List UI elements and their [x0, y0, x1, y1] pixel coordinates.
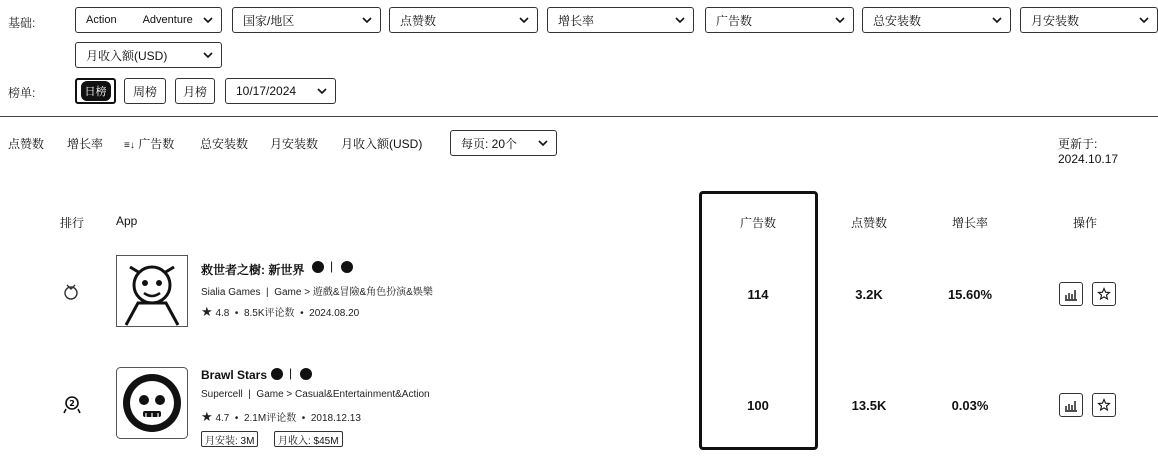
- daily-ranking-label: 日榜: [81, 81, 111, 101]
- favorite-button[interactable]: [1092, 282, 1116, 306]
- chevron-down-icon: [203, 50, 213, 60]
- chevron-down-icon: [1139, 15, 1149, 25]
- likes-value: 3.2K: [855, 287, 883, 302]
- chevron-down-icon: [675, 15, 685, 25]
- updated-date: 更新于: 2024.10.17: [1058, 137, 1119, 166]
- chevron-down-icon: [362, 15, 372, 25]
- monthly-revenue-select-label: 月收入额(USD): [86, 48, 168, 63]
- monthly-revenue-select[interactable]: [75, 42, 222, 68]
- separator: |: [330, 259, 334, 273]
- star-icon: ★: [201, 409, 213, 424]
- app-icon-brawl-stars[interactable]: [116, 367, 188, 439]
- app-developer-category: Sialia Games | Game > 遊戲&冒險&角色扮演&娛樂: [201, 287, 433, 298]
- app-release-date: 2024.08.20: [309, 308, 360, 319]
- app-category: Game > Casual&Entertainment&Action: [256, 389, 430, 400]
- monthly-ranking-label: 月榜: [182, 84, 207, 99]
- chevron-down-icon: [835, 15, 845, 25]
- chart-icon: [1064, 287, 1078, 301]
- divider: [0, 116, 1158, 117]
- google-play-icon: [312, 261, 324, 273]
- header-growth[interactable]: 增长率: [951, 216, 988, 230]
- monthly-installs-select-label: 月安装数: [1031, 13, 1080, 28]
- app-rating: 4.8: [215, 308, 230, 319]
- app-stats: ★ 4.8 • 8.5K评论数 • 2024.08.20: [201, 304, 360, 319]
- ads-select[interactable]: [705, 7, 854, 33]
- monthly-installs-tag: 月安装: 3M: [201, 431, 258, 447]
- app-icon-savior[interactable]: [116, 255, 188, 327]
- monthly-ranking-button[interactable]: [175, 78, 215, 104]
- app-developer: Sialia Games: [201, 287, 261, 298]
- sort-likes[interactable]: 点赞数: [8, 137, 45, 151]
- app-category: Game > 遊戲&冒險&角色扮演&娛樂: [274, 287, 433, 298]
- separator: |: [289, 366, 293, 380]
- growth-value: 15.60%: [947, 287, 993, 302]
- likes-value: 13.5K: [851, 398, 887, 413]
- genre-tag-adventure: Adventure: [142, 14, 193, 26]
- rank-medal-icon: [62, 394, 82, 414]
- header-likes[interactable]: 点赞数: [850, 216, 887, 230]
- ranking-label: 榜单:: [8, 86, 36, 100]
- chevron-down-icon: [538, 138, 548, 148]
- chevron-down-icon: [203, 15, 213, 25]
- chart-button[interactable]: [1059, 393, 1083, 417]
- sort-total-installs[interactable]: 总安装数: [200, 137, 249, 151]
- rank-medal-icon: [62, 283, 80, 301]
- ads-select-label: 广告数: [716, 13, 753, 28]
- weekly-ranking-button[interactable]: [124, 78, 166, 104]
- country-select-label: 国家/地区: [243, 13, 295, 28]
- country-select[interactable]: [232, 7, 381, 33]
- header-app: App: [116, 214, 138, 228]
- sort-desc-icon: ≡↓: [124, 140, 135, 151]
- growth-select[interactable]: [547, 7, 694, 33]
- basic-label: 基础:: [8, 16, 36, 30]
- app-title[interactable]: Brawl Stars: [201, 368, 268, 382]
- chevron-down-icon: [317, 86, 327, 96]
- growth-value: 0.03%: [951, 398, 989, 413]
- date-picker-value: 10/17/2024: [236, 84, 297, 98]
- sort-monthly-revenue[interactable]: 月收入额(USD): [341, 137, 423, 151]
- google-play-icon: [271, 368, 283, 380]
- monthly-revenue-tag: 月收入: $45M: [274, 431, 343, 447]
- chevron-down-icon: [992, 15, 1002, 25]
- total-installs-select[interactable]: [862, 7, 1011, 33]
- app-developer-category: Supercell | Game > Casual&Entertainment&Action: [201, 389, 430, 400]
- ads-value: 114: [747, 287, 769, 302]
- date-picker[interactable]: [225, 78, 336, 104]
- star-outline-icon: [1097, 398, 1111, 412]
- per-page-value: 每页: 20个: [461, 136, 518, 151]
- sort-ads[interactable]: [124, 135, 174, 152]
- likes-select-label: 点赞数: [400, 13, 437, 28]
- growth-select-label: 增长率: [558, 13, 595, 28]
- chart-button[interactable]: [1059, 282, 1083, 306]
- ads-value: 100: [747, 398, 769, 413]
- app-release-date: 2018.12.13: [310, 413, 361, 424]
- monthly-installs-select[interactable]: [1020, 7, 1158, 33]
- favorite-button[interactable]: [1092, 393, 1116, 417]
- header-ads[interactable]: 广告数: [739, 216, 776, 230]
- app-reviews: 2.1M评论数: [243, 413, 297, 424]
- weekly-ranking-label: 周榜: [132, 84, 157, 99]
- table-row[interactable]: [0, 250, 1158, 340]
- app-developer: Supercell: [201, 389, 243, 400]
- per-page-select[interactable]: [450, 130, 557, 156]
- tiktok-icon: [300, 368, 312, 380]
- svg-text:2: 2: [69, 399, 75, 408]
- app-title[interactable]: 救世者之樹: 新世界: [201, 263, 305, 277]
- app-rating: 4.7: [215, 413, 230, 424]
- total-installs-select-label: 总安装数: [873, 13, 922, 28]
- app-stats: ★ 4.7 • 2.1M评论数 • 2018.12.13: [201, 409, 361, 424]
- genre-tag-action: Action: [86, 14, 117, 26]
- star-icon: ★: [201, 304, 213, 319]
- chevron-down-icon: [519, 15, 529, 25]
- chart-icon: [1064, 398, 1078, 412]
- header-actions: 操作: [1072, 216, 1097, 230]
- genre-select[interactable]: [75, 7, 222, 33]
- sort-monthly-installs[interactable]: 月安装数: [270, 137, 319, 151]
- app-reviews: 8.5K评论数: [243, 308, 295, 319]
- header-rank: 排行: [60, 216, 85, 230]
- likes-select[interactable]: [389, 7, 538, 33]
- sort-ads-label: 广告数: [138, 137, 175, 151]
- tiktok-icon: [341, 261, 353, 273]
- daily-ranking-button[interactable]: [75, 78, 116, 104]
- table-row[interactable]: [0, 362, 1158, 457]
- sort-growth[interactable]: 增长率: [67, 137, 104, 151]
- star-outline-icon: [1097, 287, 1111, 301]
